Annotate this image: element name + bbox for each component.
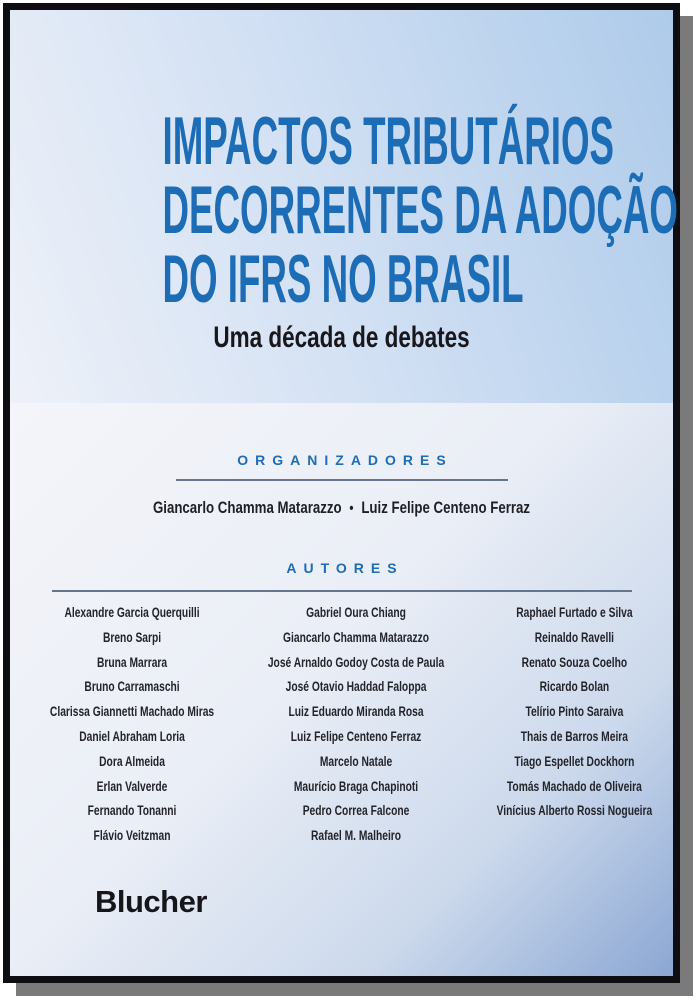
author-name: José Arnaldo Godoy Costa de Paula: [267, 654, 445, 670]
author-name: Daniel Abraham Loria: [79, 728, 185, 744]
credits-section: [10, 403, 673, 976]
publisher-logo: Blucher: [95, 884, 207, 919]
organizers-divider: [176, 479, 508, 481]
organizer-name-2: Luiz Felipe Centeno Ferraz: [361, 498, 531, 517]
author-name: Clarissa Giannetti Machado Miras: [49, 704, 215, 720]
author-name: Vinícius Alberto Rossi Nogueira: [496, 803, 653, 819]
author-name: Gabriel Oura Chiang: [306, 605, 406, 620]
authors-heading: AUTORES: [286, 560, 404, 576]
authors-column-1: [24, 601, 240, 849]
bullet-separator: •: [349, 500, 354, 517]
author-name: Telírio Pinto Saraiva: [525, 704, 624, 720]
author-name: Rafael M. Malheiro: [311, 828, 402, 844]
author-name: Tomás Machado de Oliveira: [507, 778, 643, 794]
author-name: Maurício Braga Chapinoti: [293, 778, 419, 794]
author-name: Bruna Marrara: [96, 654, 168, 670]
book-cover: [3, 3, 680, 983]
organizer-name-1: Giancarlo Chamma Matarazzo: [152, 498, 342, 517]
author-name: Pedro Correa Falcone: [302, 803, 410, 819]
authors-column-2: [240, 601, 472, 849]
book-subtitle: Uma década de debates: [213, 321, 470, 354]
author-name: Marcelo Natale: [319, 753, 393, 769]
author-name: Fernando Tonanni: [87, 803, 177, 819]
author-name: Alexandre Garcia Querquilli: [64, 605, 200, 620]
author-name: Ricardo Bolan: [539, 679, 610, 695]
author-name: Luiz Eduardo Miranda Rosa: [288, 704, 424, 720]
author-name: Luiz Felipe Centeno Ferraz: [290, 728, 422, 744]
author-name: Breno Sarpi: [102, 629, 162, 645]
author-name: José Otavio Haddad Faloppa: [285, 679, 427, 695]
authors-divider: [52, 590, 632, 592]
author-name: Tiago Espellet Dockhorn: [514, 753, 635, 769]
title-line-3: DO IFRS NO BRASIL: [162, 241, 524, 317]
title-line-2: DECORRENTES DA ADOÇÃO: [162, 172, 678, 248]
author-name: Dora Almeida: [99, 753, 165, 769]
author-name: Reinaldo Ravelli: [534, 629, 615, 645]
author-name: Thais de Barros Meira: [520, 728, 629, 744]
organizers-names: [83, 498, 600, 518]
title-section: [10, 10, 678, 403]
author-name: Renato Souza Coelho: [521, 654, 628, 670]
author-name: Flávio Veitzman: [93, 828, 171, 844]
author-name: Bruno Carramaschi: [84, 679, 180, 695]
book-title: [10, 10, 678, 317]
authors-column-3: [472, 601, 677, 849]
author-name: Giancarlo Chamma Matarazzo: [283, 629, 430, 645]
authors-grid: [10, 601, 673, 849]
author-name: Raphael Furtado e Silva: [516, 605, 633, 620]
organizers-heading: ORGANIZADORES: [237, 452, 453, 468]
title-line-1: IMPACTOS TRIBUTÁRIOS: [162, 103, 615, 179]
author-name: Erlan Valverde: [96, 778, 168, 794]
